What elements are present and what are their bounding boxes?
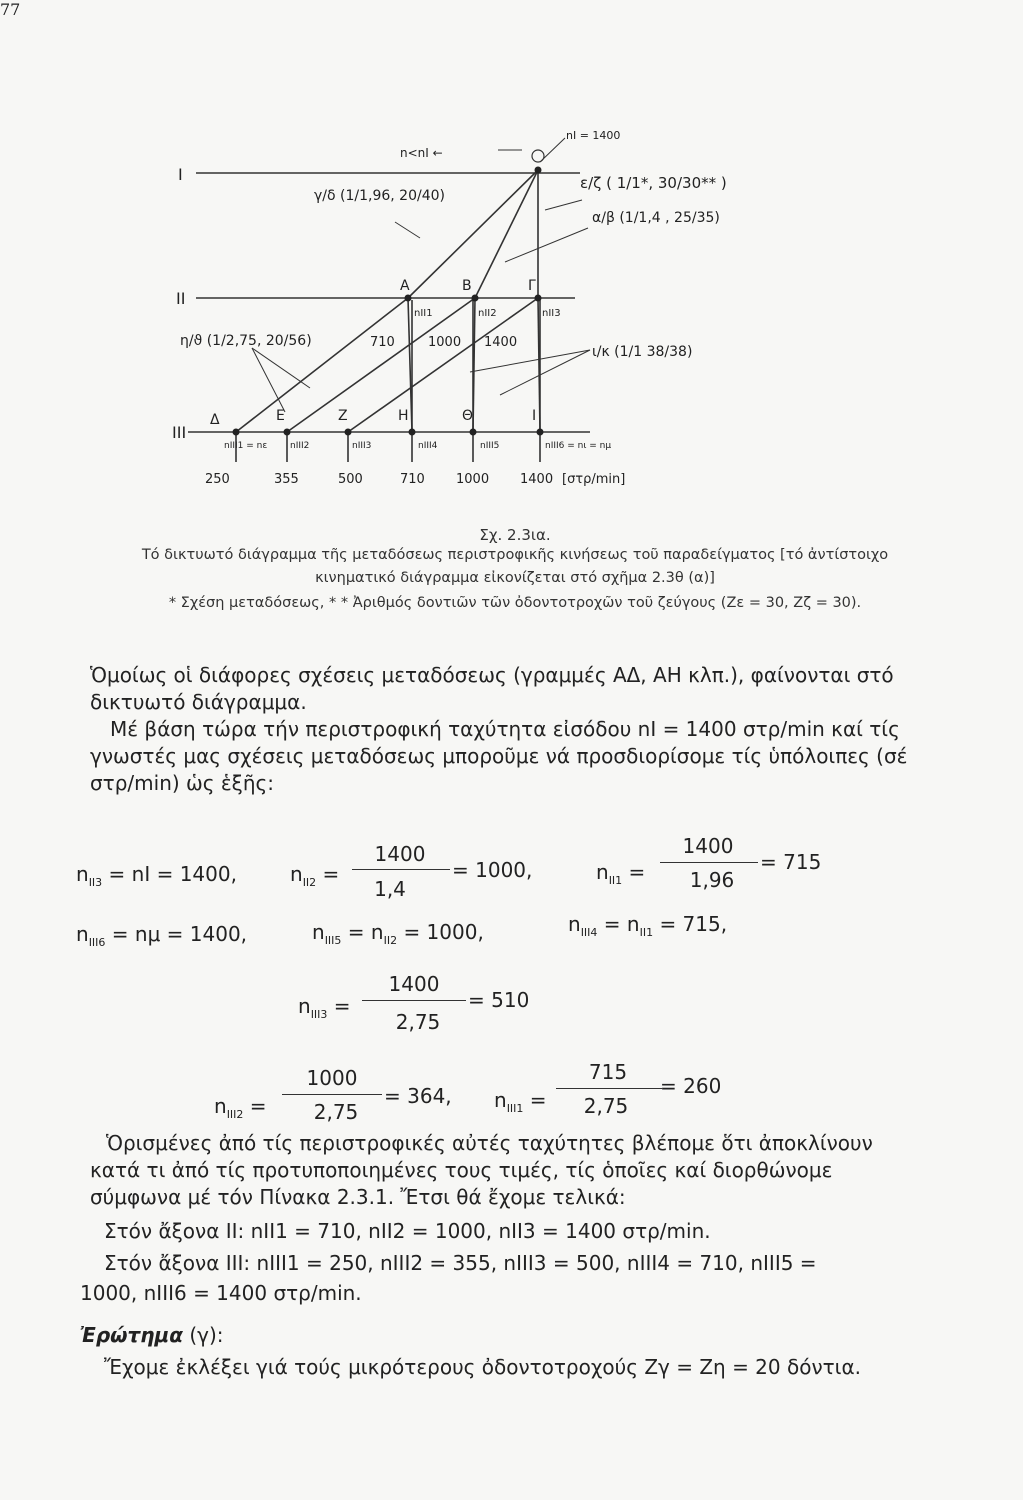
speed-nII1: nII1 xyxy=(414,308,433,319)
figure-caption-title: Σχ. 2.3ια. xyxy=(479,526,551,544)
speed-nIII2: nIII2 xyxy=(290,441,310,451)
axis-label-2: II xyxy=(176,289,186,308)
equation-9-lhs: $n_{III1}$ = xyxy=(494,1088,547,1115)
question-text: Ἔχομε ἐκλέξει γιά τούς μικρότερους ὀδοντοτροχούς Zγ = Zη = 20 δόντια. xyxy=(104,1355,861,1379)
value-1400: 1400 xyxy=(484,335,518,350)
scale-355: 355 xyxy=(274,472,299,487)
equation-3-lhs: $n_{II1}$ = xyxy=(596,860,646,887)
axis-label-1: I xyxy=(178,165,183,184)
paragraph-2: Μέ βάση τώρα τήν περιστροφική ταχύτητα εἰσόδου nI = 1400 στρ/min καί τίς γνωστές μας σχέσεις μεταδόσεως μποροῦμε νά προσδιορίσομε τίς ὑπόλοιπες (σέ στρ/min) ὡς ἑξῆς: xyxy=(90,717,908,795)
scale-250: 250 xyxy=(205,472,230,487)
ratio-alpha-beta: α/β (1/1,4 , 25/35) xyxy=(592,210,720,226)
speed-nIII3: nIII3 xyxy=(352,441,372,451)
equation-3-numerator: 1400 xyxy=(682,834,734,858)
equation-6: $n_{III4} = n_{II1} = 715$, xyxy=(568,912,728,939)
scale-500: 500 xyxy=(338,472,363,487)
figure-caption-line1: Τό δικτυωτό διάγραμμα τῆς μεταδόσεως περιστροφικῆς κινήσεως τοῦ παραδείγματος [τό ἀντίστοιχο xyxy=(141,547,889,563)
figure-caption-line2: κινηματικό διάγραμμα εἰκονίζεται στό σχῆμα 2.3θ (α)] xyxy=(315,570,715,586)
point-Delta: Δ xyxy=(210,412,220,428)
speed-nII3: nII3 xyxy=(542,308,561,319)
point-I: Ι xyxy=(532,408,537,424)
equation-2-result: = 1000, xyxy=(452,858,533,882)
equation-7-result: = 510 xyxy=(468,988,530,1012)
ratio-eta-theta: η/ϑ (1/2,75, 20/56) xyxy=(180,333,312,349)
equation-8-numerator: 1000 xyxy=(306,1066,358,1090)
speed-network-diagram xyxy=(0,0,1023,520)
equation-8-result: = 364, xyxy=(384,1084,452,1108)
scale-1000: 1000 xyxy=(456,472,490,487)
page-number: 77 xyxy=(0,0,21,19)
ratio-epsilon-zeta: ε/ζ ( 1/1*, 30/30** ) xyxy=(580,174,727,192)
figure-caption-line3: * Σχέση μεταδόσεως, * * Ἀριθμός δοντιῶν τῶν ὀδοντοτροχῶν τοῦ ζεύγους (Zε = 30, Zζ = 30). xyxy=(168,595,862,611)
speed-nIII4: nIII4 xyxy=(418,441,438,451)
equation-5: $n_{III5} = n_{II2} = 1000$, xyxy=(312,920,484,947)
scale-1400: 1400 xyxy=(520,472,554,487)
speed-nII2: nII2 xyxy=(478,308,497,319)
axis-3-line-2: 1000, nIII6 = 1400 στρ/min. xyxy=(80,1281,362,1305)
speed-nIII5: nIII5 xyxy=(480,441,500,451)
n-less-label: n<nI ← xyxy=(400,146,443,160)
equation-9-numerator: 715 xyxy=(588,1060,628,1084)
value-710: 710 xyxy=(370,335,395,350)
point-A: A xyxy=(400,278,410,294)
point-H: Η xyxy=(398,408,409,424)
equation-7-denominator: 2,75 xyxy=(395,1010,441,1034)
paragraph-1: Ὁμοίως οἱ διάφορες σχέσεις μεταδόσεως (γραμμές ΑΔ, ΑΗ κλπ.), φαίνονται στό δικτυωτό διάγραμμα. xyxy=(90,663,894,714)
point-B: B xyxy=(462,278,472,294)
value-1000: 1000 xyxy=(428,335,462,350)
equation-1: $n_{II3}$ = nI = 1400, xyxy=(76,862,237,889)
equation-4: $n_{III6} = n\mu = 1400$, xyxy=(76,922,248,949)
equation-9-denominator: 2,75 xyxy=(583,1094,629,1118)
n1-label: nI = 1400 xyxy=(566,129,621,142)
point-E: Ε xyxy=(276,408,285,424)
equation-2-denominator: 1,4 xyxy=(374,877,406,901)
point-Gamma: Γ xyxy=(528,278,536,294)
equation-2-numerator: 1400 xyxy=(374,842,426,866)
paragraph-3: Ὁρισμένες ἀπό τίς περιστροφικές αὐτές ταχύτητες βλέπομε ὅτι ἀποκλίνουν κατά τι ἀπό τίς προτυποποιημένες τους τιμές, τίς ὁποῖες καί διορθώνομε σύμφωνα μέ τόν Πίνακα 2.3.1. Ἔτσι θά ἔχομε τελικά: xyxy=(90,1131,873,1209)
ratio-gamma-delta: γ/δ (1/1,96, 20/40) xyxy=(314,188,445,204)
point-Theta: Θ xyxy=(462,408,474,424)
equation-2-lhs: $n_{II2}$ = xyxy=(290,862,340,889)
equation-8-lhs: $n_{III2}$ = xyxy=(214,1094,267,1121)
axis-label-3: III xyxy=(172,423,187,442)
equation-3-denominator: 1,96 xyxy=(689,868,735,892)
ratio-iota-kappa: ι/κ (1/1 38/38) xyxy=(592,344,693,360)
scale-710: 710 xyxy=(400,472,425,487)
axis-3-line-1: Στόν ἄξονα III: nIII1 = 250, nIII2 = 355, nIII3 = 500, nIII4 = 710, nIII5 = xyxy=(104,1251,817,1275)
equation-7-numerator: 1400 xyxy=(388,972,440,996)
scale-unit: [στρ/min] xyxy=(562,472,626,487)
speed-nIII1: nIII1 = nε xyxy=(224,441,268,451)
equation-3-result: = 715 xyxy=(760,850,822,874)
equation-9-result: = 260 xyxy=(660,1074,722,1098)
equation-7-lhs: $n_{III3}$ = xyxy=(298,994,351,1021)
point-Z: Ζ xyxy=(338,408,348,424)
axis-2-line: Στόν ἄξονα II: nII1 = 710, nII2 = 1000, nII3 = 1400 στρ/min. xyxy=(104,1219,711,1243)
question-heading: Ἐρώτημα (γ): xyxy=(80,1323,224,1347)
equation-8-denominator: 2,75 xyxy=(313,1100,359,1124)
speed-nIII6: nIII6 = nι = nμ xyxy=(545,441,612,451)
